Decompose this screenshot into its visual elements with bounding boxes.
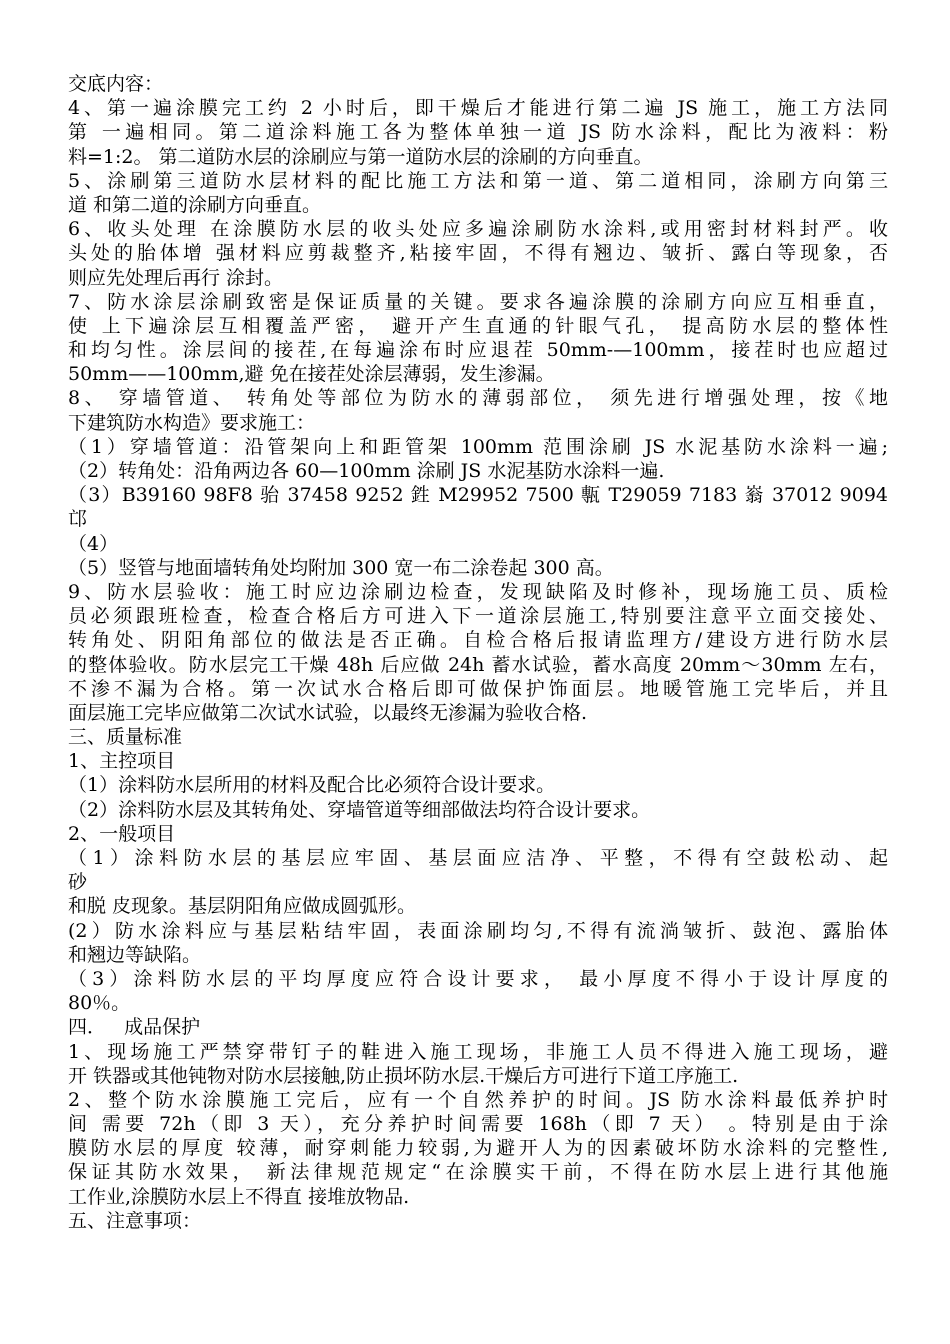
text-line: 9、防水层验收：施工时应边涂刷边检查，发现缺陷及时修补，现场施工员、质检 bbox=[68, 580, 888, 603]
text-line: 员必须跟班检查，检查合格后方可进入下一道涂层施工,特别要注意平立面交接处、 bbox=[68, 605, 888, 628]
text-line: 8、 穿墙管道、 转角处等部位为防水的薄弱部位， 须先进行增强处理，按《地 bbox=[68, 387, 888, 410]
text-line: 工作业,涂膜防水层上不得直 接堆放物品. bbox=[68, 1185, 410, 1208]
section-heading: 四． 成品保护 bbox=[68, 1016, 201, 1039]
text-line: 4、第一遍涂膜完工约 2 小时后，即干燥后才能进行第二遍 JS 施工，施工方法同 bbox=[68, 97, 888, 120]
text-line: （2）涂料防水层及其转角处、穿墙管道等细部做法均符合设计要求。 bbox=[68, 798, 651, 821]
text-line: 邙 bbox=[68, 508, 88, 531]
text-line: 道 和第二道的涂刷方向垂直。 bbox=[68, 193, 322, 216]
text-line: 使 上下遍涂层互相覆盖严密， 避开产生直通的针眼气孔， 提高防水层的整体性 bbox=[68, 314, 888, 337]
text-line: （1）涂料防水层所用的材料及配合比必须符合设计要求。 bbox=[68, 774, 556, 797]
text-line: 头处的胎体增 强材料应剪裁整齐,粘接牢固，不得有翘边、皱折、露白等现象，否 bbox=[68, 242, 888, 265]
text-line: 5、涂刷第三道防水层材料的配比施工方法和第一道、第二道相同，涂刷方向第三 bbox=[68, 169, 888, 192]
text-line: 不渗不漏为合格。第一次试水合格后即可做保护饰面层。地暖管施工完毕后，并且 bbox=[68, 677, 888, 700]
text-line: 保证其防水效果， 新法律规范规定“在涂膜实干前，不得在防水层上进行其他施 bbox=[68, 1161, 888, 1184]
text-line: 第 一遍相同。第二道涂料施工各为整体单独一道 JS 防水涂料，配比为液料：粉 bbox=[68, 121, 888, 144]
text-line: (2）防水涂料应与基层粘结牢固，表面涂刷均匀,不得有流淌皱折、鼓泡、露胎体 bbox=[68, 919, 888, 942]
section-heading: 五、注意事项： bbox=[68, 1209, 202, 1232]
text-line: 间 需要 72h（即 3 天），充分养护时间需要 168h（即 7 天） 。特别是由于涂 bbox=[68, 1113, 888, 1136]
text-line: 面层施工完毕应做第二次试水试验，以最终无渗漏为验收合格. bbox=[68, 701, 588, 724]
document-body bbox=[68, 72, 888, 1233]
text-line: （4） bbox=[68, 532, 119, 555]
text-line: （2）转角处：沿角两边各 60—100mm 涂刷 JS 水泥基防水涂料一遍. bbox=[68, 460, 665, 482]
text-line: 下建筑防水构造》要求施工： bbox=[68, 411, 316, 434]
text-line: （1）穿墙管道：沿管架向上和距管架 100mm 范围涂刷 JS 水泥基防水涂料一遍; bbox=[68, 435, 888, 458]
section-heading: 三、质量标准 bbox=[68, 726, 183, 749]
text-line: 6、收头处理 在涂膜防水层的收头处应多遍涂刷防水涂料,或用密封材料封严。收 bbox=[68, 218, 888, 241]
text-line: 的整体验收。防水层完工干燥 48h 后应做 24h 蓄水试验，蓄水高度 20mm～30mm 左右， bbox=[68, 653, 888, 676]
text-line: 2、一般项目 bbox=[68, 822, 176, 845]
text-line: 80％。 bbox=[68, 992, 131, 1015]
text-line: 1、现场施工严禁穿带钉子的鞋进入施工现场，非施工人员不得进入施工现场，避 bbox=[68, 1040, 888, 1063]
text-line: 7、防水涂层涂刷致密是保证质量的关键。要求各遍涂膜的涂刷方向应互相垂直， bbox=[68, 290, 888, 313]
text-line: 转角处、阴阳角部位的做法是否正确。自检合格后报请监理方/建设方进行防水层 bbox=[68, 629, 888, 652]
text-line: （5）竖管与地面墙转角处均附加 300 宽一布二涂卷起 300 高。 bbox=[68, 556, 614, 579]
text-line: 膜防水层的厚度 较薄，耐穿刺能力较弱,为避开人为的因素破坏防水涂料的完整性, bbox=[68, 1137, 888, 1160]
text-line: 和脱 皮现象。基层阴阳角应做成圆弧形。 bbox=[68, 895, 417, 918]
text-line: 开 铁器或其他钝物对防水层接触,防止损坏防水层.干燥后方可进行下道工序施工. bbox=[68, 1064, 739, 1087]
text-line: （3）B39160 98F8 骀 37458 9252 鉎 M29952 7500 甎 T29059 7183 嵡 37012 9094 bbox=[68, 484, 888, 507]
text-line: 砂 bbox=[68, 871, 88, 894]
text-line: （1）涂料防水层的基层应牢固、基层面应洁净、平整，不得有空鼓松动、起 bbox=[68, 847, 888, 869]
text-line: 则应先处理后再行 涂封。 bbox=[68, 266, 284, 289]
text-line: 2、整个防水涂膜施工完后，应有一个自然养护的时间。JS 防水涂料最低养护时 bbox=[68, 1088, 888, 1111]
text-line: 和翘边等缺陷。 bbox=[68, 943, 202, 966]
text-line: 料=1:2。 第二道防水层的涂刷应与第一道防水层的涂刷的方向垂直。 bbox=[68, 145, 653, 168]
text-line: 1、主控项目 bbox=[68, 750, 176, 773]
text-line: （3）涂料防水层的平均厚度应符合设计要求， 最小厚度不得小于设计厚度的 bbox=[68, 967, 888, 990]
text-line: 和均匀性。涂层间的接茬,在每遍涂布时应退茬 50mm-—100mm，接茬时也应超过 bbox=[68, 339, 888, 362]
text-line: 交底内容： bbox=[68, 73, 164, 95]
text-line: 50mm——100mm,避 免在接茬处涂层薄弱，发生渗漏。 bbox=[68, 363, 555, 386]
